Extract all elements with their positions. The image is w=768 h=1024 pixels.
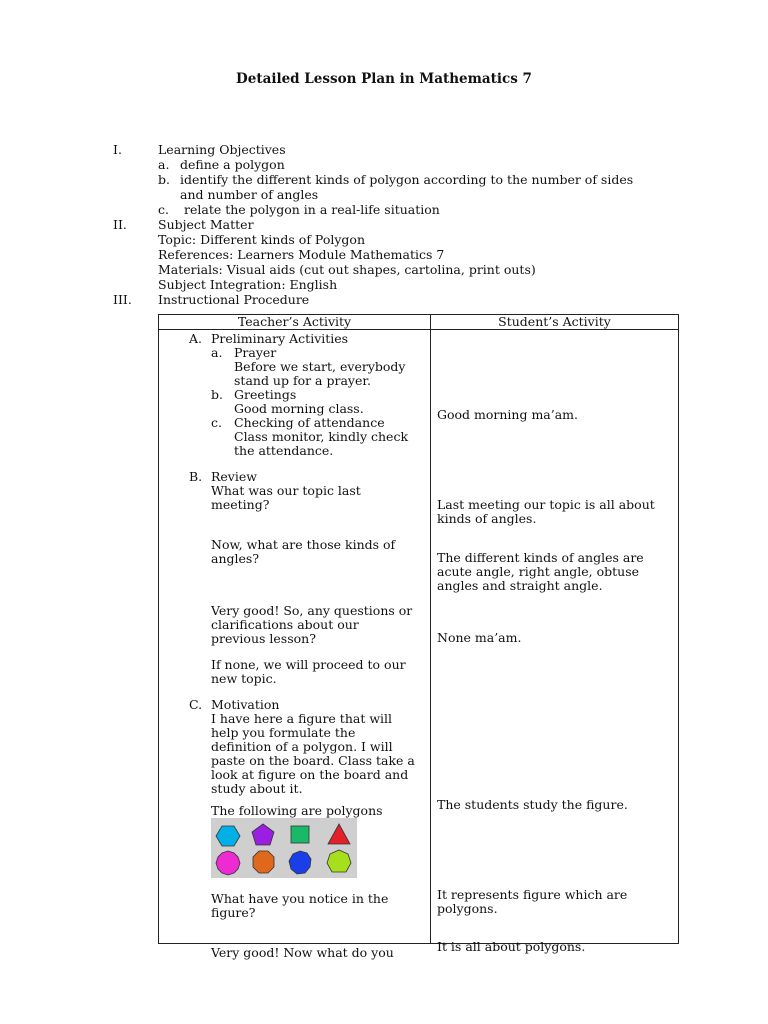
item-letter: a. (211, 345, 223, 360)
subject-references: References: Learners Module Mathematics 7 (158, 247, 445, 262)
prayer-heading: Prayer (234, 345, 277, 360)
student-response: The students study the figure. (437, 797, 628, 812)
item-letter: c. (211, 415, 222, 430)
student-response: angles and straight angle. (437, 578, 603, 593)
subject-matter-heading: Subject Matter (158, 217, 254, 232)
motivation-text: I have here a figure that will (211, 711, 393, 726)
student-response: kinds of angles. (437, 511, 537, 526)
square-icon (291, 826, 309, 843)
teacher-activity-cell (159, 330, 431, 960)
review-question: meeting? (211, 497, 270, 512)
triangle-icon (328, 824, 350, 844)
review-heading: Review (211, 469, 257, 484)
item-letter: b. (211, 387, 223, 402)
student-response: Last meeting our topic is all about (437, 497, 655, 512)
subject-materials: Materials: Visual aids (cut out shapes, cartolina, print outs) (158, 262, 536, 277)
procedure-table (158, 314, 679, 960)
closing-question: Very good! Now what do you (211, 945, 394, 960)
attendance-heading: Checking of attendance (234, 415, 385, 430)
page-title: Detailed Lesson Plan in Mathematics 7 (236, 71, 532, 87)
student-response: acute angle, right angle, obtuse (437, 564, 640, 579)
motivation-text: study about it. (211, 781, 303, 796)
polygon-figure (211, 818, 357, 878)
review-question: Now, what are those kinds of (211, 537, 396, 552)
attendance-text: the attendance. (234, 443, 334, 458)
motivation-text: help you formulate the (211, 725, 356, 740)
pentagon-icon (252, 824, 274, 845)
greetings-text: Good morning class. (234, 401, 364, 416)
objective-text: define a polygon (180, 157, 285, 172)
item-letter: A. (189, 331, 203, 346)
nonagon-icon (289, 851, 311, 874)
attendance-text: Class monitor, kindly check (234, 429, 409, 444)
section-numeral-1: I. (113, 142, 122, 157)
student-activity-cell (431, 330, 679, 954)
objective-letter: b. (158, 172, 170, 187)
review-question: angles? (211, 551, 260, 566)
review-question: Very good! So, any questions or (211, 603, 413, 618)
student-response: It represents figure which are (437, 887, 628, 902)
prayer-text: stand up for a prayer. (234, 373, 371, 388)
notice-question: figure? (211, 905, 256, 920)
review-question: What was our topic last (211, 483, 361, 498)
section-numeral-2: II. (113, 217, 127, 232)
review-question: previous lesson? (211, 631, 316, 646)
polygons-label: The following are polygons (211, 803, 383, 818)
section-numeral-3: III. (113, 292, 132, 307)
objective-letter: a. (158, 157, 170, 172)
student-response: It is all about polygons. (437, 939, 586, 954)
motivation-text: look at figure on the board and (211, 767, 409, 782)
student-activity-header: Student’s Activity (431, 315, 679, 330)
greetings-heading: Greetings (234, 387, 297, 402)
review-question: new topic. (211, 671, 277, 686)
student-response: Good morning ma’am. (437, 407, 578, 422)
review-question: clarifications about our (211, 617, 359, 632)
objective-text: relate the polygon in a real-life situation (184, 202, 440, 217)
octagon-icon (253, 851, 274, 873)
objective-letter: c. (158, 202, 169, 217)
item-letter: B. (189, 469, 203, 484)
item-letter: C. (189, 697, 203, 712)
objectives-heading: Learning Objectives (158, 142, 286, 157)
prayer-text: Before we start, everybody (234, 359, 406, 374)
notice-question: What have you notice in the (211, 891, 389, 906)
student-response: The different kinds of angles are (437, 550, 644, 565)
review-question: If none, we will proceed to our (211, 657, 406, 672)
motivation-text: paste on the board. Class take a (211, 753, 415, 768)
student-response: None ma’am. (437, 630, 522, 645)
subject-topic: Topic: Different kinds of Polygon (158, 232, 366, 247)
preliminary-heading: Preliminary Activities (211, 331, 349, 346)
motivation-text: definition of a polygon. I will (211, 739, 393, 754)
procedure-heading: Instructional Procedure (158, 292, 310, 307)
subject-integration: Subject Integration: English (158, 277, 338, 292)
hexagon-icon (216, 826, 240, 846)
teacher-activity-header: Teacher’s Activity (159, 315, 431, 330)
student-response: polygons. (437, 901, 498, 916)
decagon-icon (216, 851, 240, 875)
objective-text-continued: and number of angles (180, 187, 319, 202)
objective-text: identify the different kinds of polygon according to the number of sides (180, 172, 634, 187)
motivation-heading: Motivation (211, 697, 280, 712)
heptagon-icon (327, 850, 351, 872)
